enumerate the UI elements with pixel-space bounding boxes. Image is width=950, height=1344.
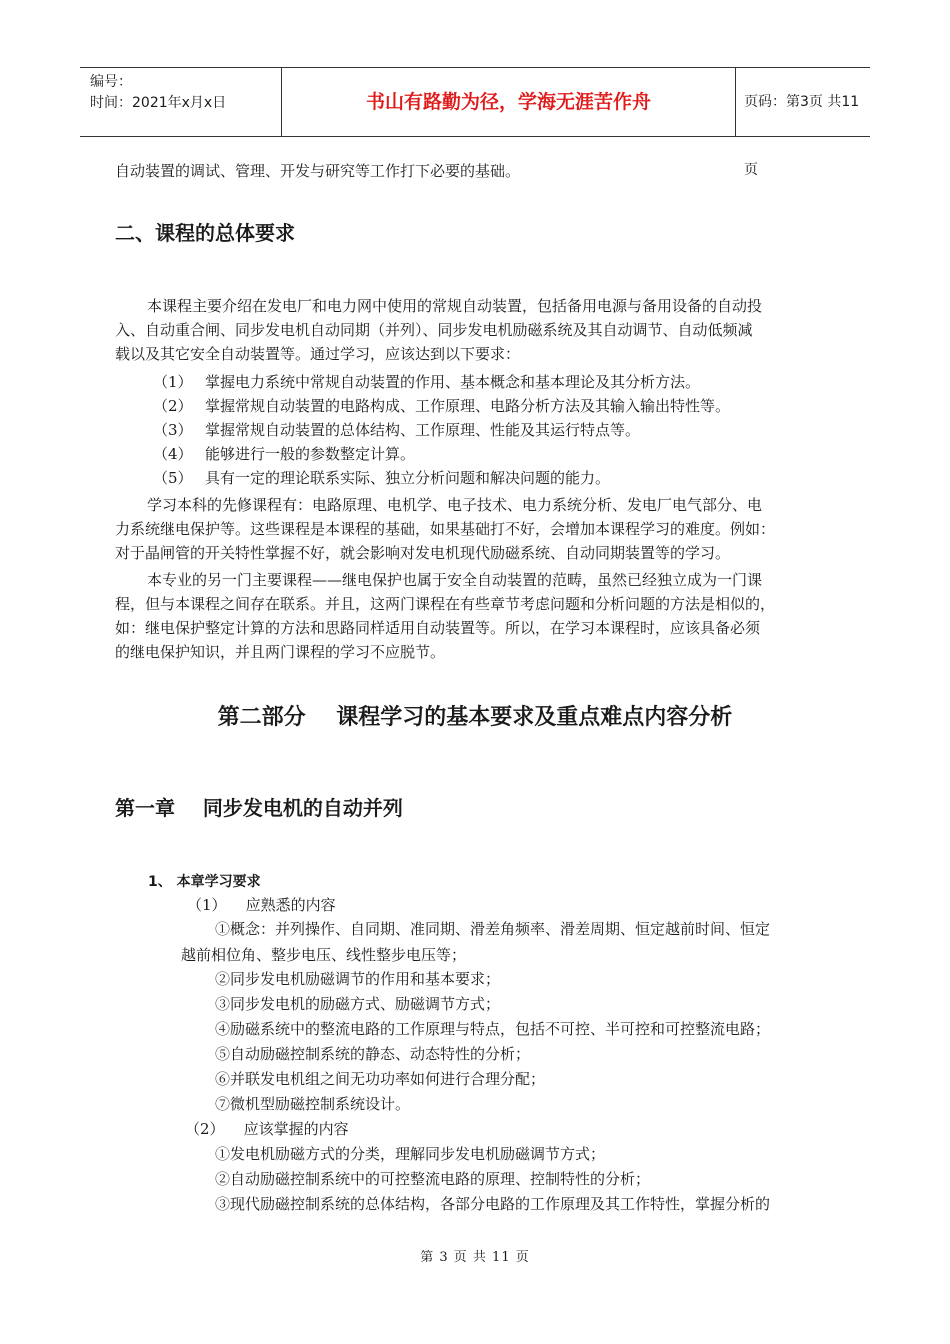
chapter-title: 第一章 同步发电机的自动并列 [115,796,403,820]
paragraph-line: 程，但与本课程之间存在联系。并且，这两门课程在有些章节考虑问题和分析问题的方法是相似的， [115,595,776,613]
requirement-text: 掌握常规自动装置的电路构成、工作原理、电路分析方法及其输入输出特性等。 [205,397,731,415]
master-item: ②自动励磁控制系统中的可控整流电路的原理、控制特性的分析； [215,1170,651,1188]
page-footer: 第 3 页 共 11 页 [420,1250,530,1265]
familiar-item: ⑤自动励磁控制系统的静态、动态特性的分析； [215,1045,531,1063]
paragraph-line: 载以及其它安全自动装置等。通过学习，应该达到以下要求： [115,345,521,363]
familiar-item: ⑦微机型励磁控制系统设计。 [215,1095,411,1113]
familiar-item: ②同步发电机励磁调节的作用和基本要求； [215,970,501,988]
requirement-text: 能够进行一般的参数整定计算。 [205,445,416,463]
familiar-item: ⑥并联发电机组之间无功功率如何进行合理分配； [215,1070,546,1088]
requirement-text: 具有一定的理论联系实际、独立分析问题和解决问题的能力。 [205,469,611,487]
familiar-item: 越前相位角、整步电压、线性整步电压等； [181,946,467,964]
paragraph-line: 对于晶闸管的开关特性掌握不好，就会影响对发电机现代励磁系统、自动同期装置等的学习。 [115,544,731,562]
requirement-number: （5） [153,469,193,487]
paragraph-line: 如：继电保护整定计算的方法和思路同样适用自动装置等。所以，在学习本课程时，应该具备必须 [115,619,761,637]
requirement-number: （3） [153,421,193,439]
header-meta [80,68,282,136]
part-title: 第二部分 课程学习的基本要求及重点难点内容分析 [217,705,733,730]
requirement-number: （4） [153,445,193,463]
master-item: ③现代励磁控制系统的总体结构，各部分电路的工作原理及其工作特性，掌握分析的 [215,1195,771,1213]
familiar-item: ①概念：并列操作、自同期、准同期、滑差角频率、滑差周期、恒定越前时间、恒定 [215,920,771,938]
paragraph-line: 学习本科的先修课程有：电路原理、电机学、电子技术、电力系统分析、发电厂电气部分、电 [147,496,763,514]
familiar-item: ③同步发电机的励磁方式、励磁调节方式； [215,995,501,1013]
paragraph-line: 本课程主要介绍在发电厂和电力网中使用的常规自动装置，包括备用电源与备用设备的自动投 [147,297,763,315]
paragraph-line: 本专业的另一门主要课程——继电保护也属于安全自动装置的范畴，虽然已经独立成为一门课 [147,571,763,589]
requirement-text: 掌握电力系统中常规自动装置的作用、基本概念和基本理论及其分析方法。 [205,373,701,391]
doc-number-label: 编号： [90,74,132,90]
paragraph-line: 入、自动重合闸、同步发电机自动同期（并列）、同步发电机励磁系统及其自动调节、自动低频减 [115,321,753,339]
paragraph-line: 力系统继电保护等。这些课程是本课程的基础，如果基础打不好，会增加本课程学习的难度。例如： [115,520,776,538]
requirement-item [153,442,415,466]
requirement-item [153,418,640,442]
master-item: ①发电机励磁方式的分类，理解同步发电机励磁调节方式； [215,1145,606,1163]
intro-tail: 自动装置的调试、管理、开发与研究等工作打下必要的基础。 [115,162,521,180]
requirement-item [153,370,700,394]
requirement-number: （1） [153,373,193,391]
familiar-label: （1） 应熟悉的内容 [187,896,336,914]
requirement-item [153,466,610,490]
requirement-item [153,394,730,418]
requirement-text: 掌握常规自动装置的总体结构、工作原理、性能及其运行特点等。 [205,421,641,439]
paragraph-line: 的继电保护知识，并且两门课程的学习不应脱节。 [115,643,446,661]
header-motto: 书山有路勤为径，学海无涯苦作舟 [282,68,736,136]
master-label: （2） 应该掌握的内容 [185,1120,349,1138]
requirement-number: （2） [153,397,193,415]
section-title: 二、课程的总体要求 [115,221,295,245]
doc-date-label: 时间：2021年x月x日 [90,95,227,111]
header-page-label: 页码：第3页 共11页 [744,94,860,178]
familiar-item: ④励磁系统中的整流电路的工作原理与特点，包括不可控、半可控和可控整流电路； [215,1020,771,1038]
study-heading: 1、 本章学习要求 [148,874,261,890]
